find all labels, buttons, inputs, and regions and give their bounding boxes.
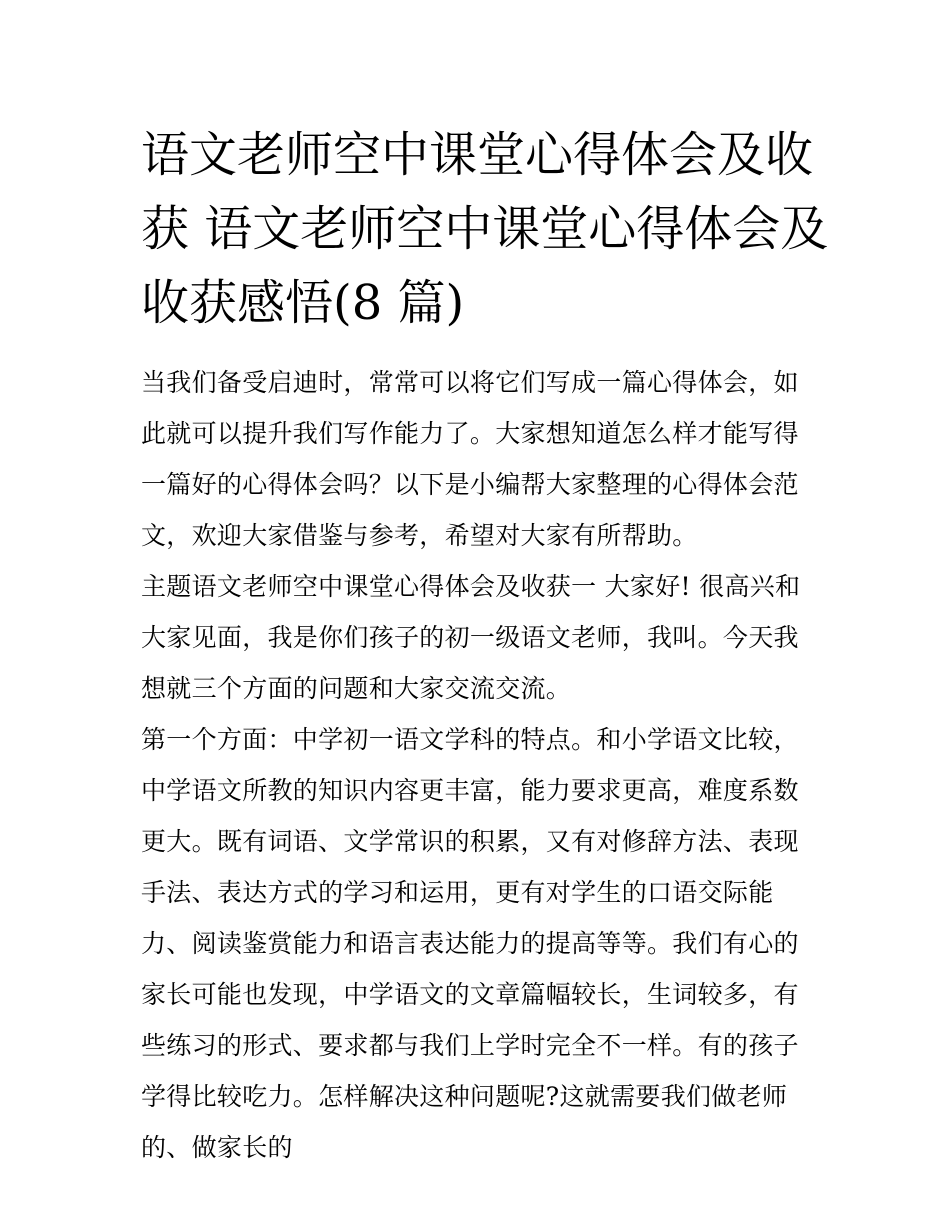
intro-paragraph: 当我们备受启迪时，常常可以将它们写成一篇心得体会，如此就可以提升我们写作能力了。大家想知道怎么样才能写得一篇好的心得体会吗？以下是小编帮大家整理的心得体会范文，欢迎大家借鉴与参考，希望对大家有所帮助。 [141,368,799,550]
document-body [141,357,821,1173]
topic-paragraph: 主题语文老师空中课堂心得体会及收获一 大家好! 很高兴和大家见面，我是你们孩子的初一级语文老师，我叫。今天我想就三个方面的问题和大家交流交流。 [141,572,801,703]
document-title: 语文老师空中课堂心得体会及收获 语文老师空中课堂心得体会及收获感悟(8 篇) [141,127,829,331]
first-aspect-paragraph: 第一个方面：中学初一语文学科的特点。和小学语文比较，中学语文所教的知识内容更丰富，能力要求更高，难度系数更大。既有词语、文学常识的积累，又有对修辞方法、表现手法、表达方式的学习和运用，更有对学生的口语交际能力、阅读鉴赏能力和语言表达能力的提高等等。我们有心的家长可能也发现，中学语文的文章篇幅较长，生词较多，有些练习的形式、要求都与我们上学时完全不一样。有的孩子学得比较吃力。怎样解决这种问题呢?这就需要我们做老师的、做家长的 [141,725,799,1162]
